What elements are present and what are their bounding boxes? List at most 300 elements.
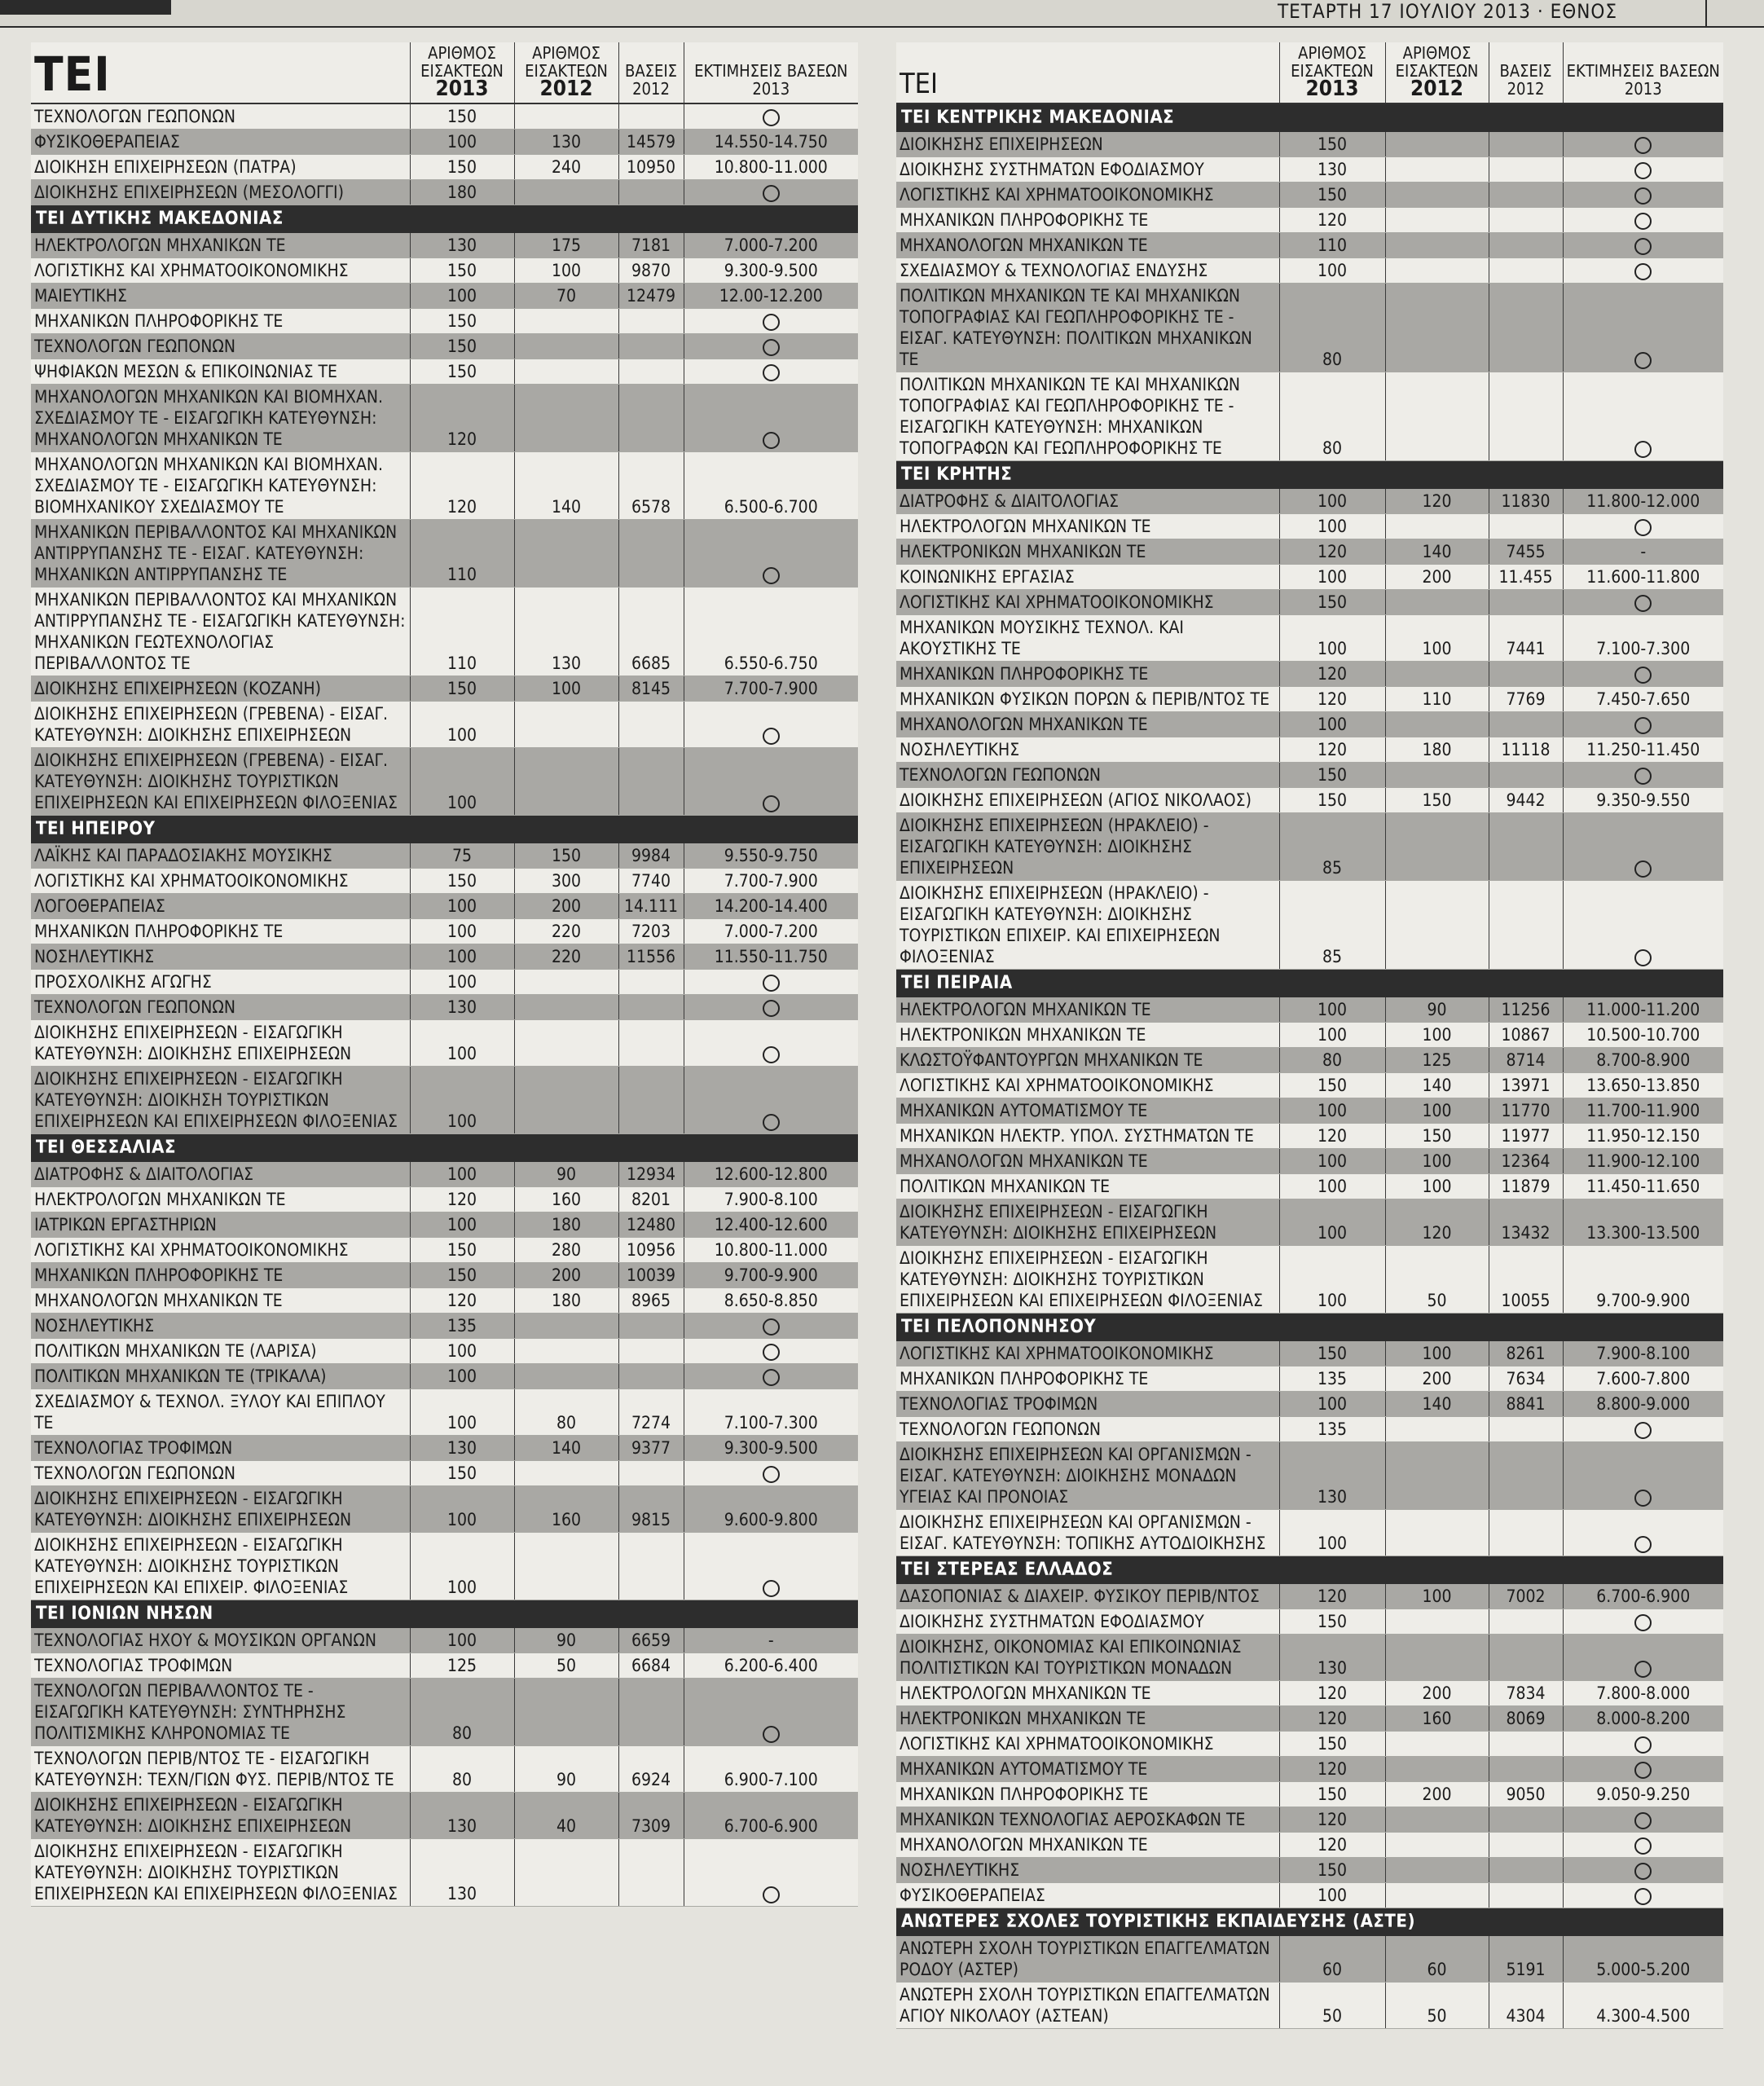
estimate-2013 — [684, 1364, 858, 1389]
entrants-2013: 100 — [410, 1364, 514, 1389]
program-name: ΔΙΟΙΚΗΣΗΣ ΕΠΙΧΕΙΡΗΣΕΩΝ - ΕΙΣΑΓΩΓΙΚΗ ΚΑΤΕΥΘΥΝΣΗ: ΔΙΟΙΚΗΣΗΣ ΕΠΙΧΕΙΡΗΣΕΩΝ — [31, 1486, 410, 1533]
bases-2012: 7181 — [618, 233, 684, 258]
entrants-2012: 140 — [514, 452, 618, 520]
bases-2012 — [1489, 712, 1563, 737]
program-name: ΔΙΟΙΚΗΣΗΣ ΕΠΙΧΕΙΡΗΣΕΩΝ (ΚΟΖΑΝΗ) — [31, 676, 410, 702]
estimate-2013: 12.400-12.600 — [684, 1212, 858, 1238]
entrants-2013: 120 — [1279, 208, 1385, 233]
bases-2012 — [1489, 1609, 1563, 1635]
estimate-2013 — [684, 970, 858, 995]
entrants-2012: 200 — [1385, 1366, 1489, 1392]
estimate-2013: 6.700-6.900 — [1563, 1584, 1723, 1609]
estimate-2013 — [1563, 662, 1723, 687]
estimate-2013: 11.800-12.000 — [1563, 489, 1723, 514]
entrants-2012: 100 — [1385, 1098, 1489, 1124]
program-name: ΔΙΟΙΚΗΣΗΣ ΕΠΙΧΕΙΡΗΣΕΩΝ - ΕΙΣΑΓΩΓΙΚΗ ΚΑΤΕΥΘΥΝΣΗ: ΔΙΟΙΚΗΣΗ ΤΟΥΡΙΣΤΙΚΩΝ ΕΠΙΧΕΙΡΗΣΕΩΝ ΚΑΙ ΕΠΙΧΕΙΡΗΣΕΩΝ ΦΙΛΟΞΕΝΙΑΣ — [31, 1067, 410, 1134]
estimate-2013 — [1563, 132, 1723, 157]
bases-2012 — [1489, 1833, 1563, 1858]
table-row — [31, 1653, 858, 1679]
bases-2012: 6924 — [618, 1746, 684, 1793]
estimate-2013 — [1563, 813, 1723, 881]
col-header-bases-2012: ΒΑΣΕΙΣ 2012 — [1489, 42, 1563, 103]
bases-2012: 9442 — [1489, 788, 1563, 813]
entrants-2012 — [1385, 1883, 1489, 1908]
estimate-2013: 6.900-7.100 — [684, 1746, 858, 1793]
program-name: ΝΟΣΗΛΕΥΤΙΚΗΣ — [31, 944, 410, 970]
program-name: ΗΛΕΚΤΡΟΝΙΚΩΝ ΜΗΧΑΝΙΚΩΝ ΤΕ — [896, 1023, 1279, 1048]
entrants-2013: 120 — [410, 1187, 514, 1212]
program-name: ΜΗΧΑΝΟΛΟΓΩΝ ΜΗΧΑΝΙΚΩΝ ΤΕ — [896, 233, 1279, 258]
table-row — [31, 1364, 858, 1389]
entrants-2012 — [514, 1314, 618, 1339]
bases-2012: 7769 — [1489, 687, 1563, 712]
entrants-2012 — [1385, 233, 1489, 258]
entrants-2012 — [1385, 1510, 1489, 1556]
entrants-2012 — [1385, 1417, 1489, 1442]
entrants-2012 — [1385, 712, 1489, 737]
table-row — [896, 1366, 1723, 1392]
program-name: ΔΙΟΙΚΗΣΗΣ ΕΠΙΧΕΙΡΗΣΕΩΝ - ΕΙΣΑΓΩΓΙΚΗ ΚΑΤΕΥΘΥΝΣΗ: ΔΙΟΙΚΗΣΗΣ ΤΟΥΡΙΣΤΙΚΩΝ ΕΠΙΧΕΙΡΗΣΕΩΝ ΚΑΙ ΕΠΙΧΕΙΡ. ΦΙΛΟΞΕΝΙΑΣ — [31, 1533, 410, 1600]
circle-icon — [1634, 1536, 1652, 1553]
entrants-2013: 100 — [410, 1020, 514, 1067]
bases-2012: 7441 — [1489, 615, 1563, 662]
table-row — [31, 1162, 858, 1187]
entrants-2013: 130 — [410, 1436, 514, 1461]
bases-2012: 11770 — [1489, 1098, 1563, 1124]
entrants-2013: 120 — [1279, 1706, 1385, 1732]
table-row — [31, 130, 858, 155]
entrants-2013: 100 — [1279, 1098, 1385, 1124]
bases-2012 — [1489, 1635, 1563, 1681]
table-row — [31, 452, 858, 520]
entrants-2013: 125 — [410, 1653, 514, 1679]
entrants-2013: 50 — [1279, 1983, 1385, 2029]
entrants-2012 — [514, 995, 618, 1020]
program-name: ΦΥΣΙΚΟΘΕΡΑΠΕΙΑΣ — [31, 130, 410, 155]
bases-2012 — [618, 1314, 684, 1339]
bases-2012: 12364 — [1489, 1149, 1563, 1174]
entrants-2013: 135 — [1279, 1417, 1385, 1442]
table-row — [896, 813, 1723, 881]
program-name: ΤΕΧΝΟΛΟΓΙΑΣ ΤΡΟΦΙΜΩΝ — [31, 1436, 410, 1461]
circle-icon — [1634, 1812, 1652, 1829]
section-header-row — [896, 461, 1723, 490]
bases-2012: 9377 — [618, 1436, 684, 1461]
entrants-2012: 100 — [514, 258, 618, 284]
circle-icon — [1634, 137, 1652, 154]
estimate-2013: 4.300-4.500 — [1563, 1983, 1723, 2029]
estimate-2013: 7.900-8.100 — [1563, 1341, 1723, 1366]
program-name: ΠΡΟΣΧΟΛΙΚΗΣ ΑΓΩΓΗΣ — [31, 970, 410, 995]
bases-2012: 10867 — [1489, 1023, 1563, 1048]
bases-2012 — [1489, 233, 1563, 258]
program-name: ΔΙΟΙΚΗΣΗΣ ΕΠΙΧΕΙΡΗΣΕΩΝ ΚΑΙ ΟΡΓΑΝΙΣΜΩΝ - ΕΙΣΑΓ. ΚΑΤΕΥΘΥΝΣΗ: ΤΟΠΙΚΗΣ ΑΥΤΟΔΙΟΙΚΗΣΗΣ — [896, 1510, 1279, 1556]
estimate-2013: 9.700-9.900 — [684, 1263, 858, 1288]
program-name: ΤΕΧΝΟΛΟΓΩΝ ΓΕΩΠΟΝΩΝ — [31, 103, 410, 130]
program-name: ΤΕΧΝΟΛΟΓΩΝ ΓΕΩΠΟΝΩΝ — [31, 1461, 410, 1486]
bases-2012: 13432 — [1489, 1199, 1563, 1246]
estimate-2013 — [1563, 1833, 1723, 1858]
bases-2012: 9050 — [1489, 1782, 1563, 1807]
program-name: ΜΗΧΑΝΟΛΟΓΩΝ ΜΗΧΑΝΙΚΩΝ ΤΕ — [31, 1288, 410, 1314]
table-row — [31, 1288, 858, 1314]
estimate-2013: 11.900-12.100 — [1563, 1149, 1723, 1174]
table-row — [896, 1807, 1723, 1833]
entrants-2013: 135 — [1279, 1366, 1385, 1392]
bases-2012 — [618, 180, 684, 205]
entrants-2013: 130 — [1279, 1635, 1385, 1681]
table-body-left — [31, 103, 858, 1907]
estimate-2013 — [1563, 372, 1723, 461]
program-name: ΜΗΧΑΝΟΛΟΓΩΝ ΜΗΧΑΝΙΚΩΝ ΤΕ — [896, 712, 1279, 737]
entrants-2013: 100 — [410, 919, 514, 944]
bases-2012 — [618, 748, 684, 816]
entrants-2013: 120 — [410, 385, 514, 452]
estimate-2013 — [684, 103, 858, 130]
program-name: ΣΧΕΔΙΑΣΜΟΥ & ΤΕΧΝΟΛ. ΞΥΛΟΥ ΚΑΙ ΕΠΙΠΛΟΥ ΤΕ — [31, 1389, 410, 1436]
entrants-2012: 200 — [514, 1263, 618, 1288]
entrants-2012: 110 — [1385, 687, 1489, 712]
estimate-2013 — [684, 1679, 858, 1746]
entrants-2013: 150 — [1279, 590, 1385, 615]
circle-icon — [763, 1726, 780, 1743]
estimate-2013 — [1563, 514, 1723, 539]
section-title: ΑΝΩΤΕΡΕΣ ΣΧΟΛΕΣ ΤΟΥΡΙΣΤΙΚΗΣ ΕΚΠΑΙΔΕΥΣΗΣ (ΑΣΤΕ) — [896, 1908, 1723, 1937]
entrants-2013: 100 — [1279, 565, 1385, 590]
entrants-2013: 120 — [1279, 737, 1385, 763]
circle-icon — [1634, 1888, 1652, 1905]
estimate-2013: 9.550-9.750 — [684, 843, 858, 869]
program-name: ΑΝΩΤΕΡΗ ΣΧΟΛΗ ΤΟΥΡΙΣΤΙΚΩΝ ΕΠΑΓΓΕΛΜΑΤΩΝ ΑΓΙΟΥ ΝΙΚΟΛΑΟΥ (ΑΣΤΕΑΝ) — [896, 1983, 1279, 2029]
table-row — [896, 1124, 1723, 1149]
entrants-2012: 90 — [514, 1162, 618, 1187]
entrants-2013: 100 — [410, 284, 514, 309]
estimate-2013 — [684, 995, 858, 1020]
program-name: ΗΛΕΚΤΡΟΛΟΓΩΝ ΜΗΧΑΝΙΚΩΝ ΤΕ — [31, 233, 410, 258]
bases-2012: 11556 — [618, 944, 684, 970]
bases-2012: 12479 — [618, 284, 684, 309]
tei-table-left — [31, 42, 858, 1907]
entrants-2013: 150 — [410, 1263, 514, 1288]
bases-2012 — [1489, 514, 1563, 539]
entrants-2012: 175 — [514, 233, 618, 258]
entrants-2012: 90 — [1385, 997, 1489, 1023]
program-name: ΦΥΣΙΚΟΘΕΡΑΠΕΙΑΣ — [896, 1883, 1279, 1908]
bases-2012: 11.455 — [1489, 565, 1563, 590]
entrants-2013: 100 — [410, 1339, 514, 1364]
bases-2012: 8145 — [618, 676, 684, 702]
program-name: ΤΕΧΝΟΛΟΓΩΝ ΓΕΩΠΟΝΩΝ — [31, 995, 410, 1020]
bases-2012 — [1489, 208, 1563, 233]
table-row — [896, 1392, 1723, 1417]
table-row — [896, 1023, 1723, 1048]
entrants-2012: 150 — [1385, 788, 1489, 813]
program-name: ΜΗΧΑΝΙΚΩΝ ΠΕΡΙΒΑΛΛΟΝΤΟΣ ΚΑΙ ΜΗΧΑΝΙΚΩΝ ΑΝΤΙΡΡΥΠΑΝΣΗΣ ΤΕ - ΕΙΣΑΓΩΓΙΚΗ ΚΑΤΕΥΘΥΝΣΗ: ΜΗΧΑΝΙΚΩΝ ΓΕΩΤΕΧΝΟΛΟΓΙΑΣ ΠΕΡΙΒΑΛΛΟΝΤΟΣ ΤΕ — [31, 588, 410, 676]
col-header-entrants-2012: ΑΡΙΘΜΟΣ ΕΙΣΑΚΤΕΩΝ 2012 — [1385, 42, 1489, 103]
program-name: ΤΕΧΝΟΛΟΓΩΝ ΓΕΩΠΟΝΩΝ — [896, 1417, 1279, 1442]
program-name: ΝΟΣΗΛΕΥΤΙΚΗΣ — [896, 1858, 1279, 1883]
program-name: ΤΕΧΝΟΛΟΓΩΝ ΠΕΡΙΒΑΛΛΟΝΤΟΣ ΤΕ - ΕΙΣΑΓΩΓΙΚΗ ΚΑΤΕΥΘΥΝΣΗ: ΣΥΝΤΗΡΗΣΗΣ ΠΟΛΙΤΙΣΜΙΚΗΣ ΚΛΗΡΟΝΟΜΙΑΣ ΤΕ — [31, 1679, 410, 1746]
estimate-2013 — [684, 1339, 858, 1364]
section-header-row — [31, 1134, 858, 1163]
entrants-2013: 150 — [410, 359, 514, 385]
circle-icon — [1634, 717, 1652, 734]
bases-2012: 8714 — [1489, 1048, 1563, 1073]
bases-2012 — [1489, 1757, 1563, 1782]
estimate-2013: - — [1563, 539, 1723, 565]
entrants-2012 — [1385, 662, 1489, 687]
circle-icon — [763, 1046, 780, 1063]
bases-2012: 14.111 — [618, 894, 684, 919]
entrants-2012: 120 — [1385, 489, 1489, 514]
col-header-estimates-2013: ΕΚΤΙΜΗΣΕΙΣ ΒΑΣΕΩΝ 2013 — [684, 42, 858, 103]
circle-icon — [1634, 213, 1652, 230]
program-name: ΔΙΟΙΚΗΣΗΣ ΕΠΙΧΕΙΡΗΣΕΩΝ (ΓΡΕΒΕΝΑ) - ΕΙΣΑΓ. ΚΑΤΕΥΘΥΝΣΗ: ΔΙΟΙΚΗΣΗΣ ΤΟΥΡΙΣΤΙΚΩΝ ΕΠΙΧΕΙΡΗΣΕΩΝ ΚΑΙ ΕΠΙΧΕΙΡΗΣΕΩΝ ΦΙΛΟΞΕΝΙΑΣ — [31, 748, 410, 816]
entrants-2012 — [514, 748, 618, 816]
program-name: ΗΛΕΚΤΡΟΛΟΓΩΝ ΜΗΧΑΝΙΚΩΝ ΤΕ — [896, 997, 1279, 1023]
table-row — [31, 1461, 858, 1486]
bases-2012 — [618, 1839, 684, 1907]
circle-icon — [763, 728, 780, 745]
program-name: ΛΟΓΙΣΤΙΚΗΣ ΚΑΙ ΧΡΗΜΑΤΟΟΙΚΟΝΟΜΙΚΗΣ — [896, 1073, 1279, 1098]
bases-2012: 8201 — [618, 1187, 684, 1212]
table-row — [896, 233, 1723, 258]
entrants-2013: 180 — [410, 180, 514, 205]
entrants-2012 — [514, 385, 618, 452]
section-title: ΤΕΙ ΙΟΝΙΩΝ ΝΗΣΩΝ — [31, 1600, 858, 1629]
estimate-2013: 12.00-12.200 — [684, 284, 858, 309]
col-header-entrants-2012: ΑΡΙΘΜΟΣ ΕΙΣΑΚΤΕΩΝ 2012 — [514, 42, 618, 103]
table-row — [31, 1020, 858, 1067]
table-row — [31, 1067, 858, 1134]
estimate-2013 — [684, 702, 858, 748]
circle-icon — [1634, 1490, 1652, 1507]
entrants-2013: 100 — [1279, 1392, 1385, 1417]
bases-2012 — [618, 359, 684, 385]
entrants-2012 — [1385, 284, 1489, 372]
program-name: ΜΗΧΑΝΙΚΩΝ ΑΥΤΟΜΑΤΙΣΜΟΥ ΤΕ — [896, 1098, 1279, 1124]
estimate-2013 — [1563, 1732, 1723, 1757]
entrants-2012: 60 — [1385, 1936, 1489, 1983]
section-header-row — [31, 816, 858, 844]
circle-icon — [763, 432, 780, 449]
entrants-2013: 80 — [410, 1746, 514, 1793]
program-name: ΜΗΧΑΝΙΚΩΝ ΠΕΡΙΒΑΛΛΟΝΤΟΣ ΚΑΙ ΜΗΧΑΝΙΚΩΝ ΑΝΤΙΡΡΥΠΑΝΣΗΣ ΤΕ - ΕΙΣΑΓ. ΚΑΤΕΥΘΥΝΣΗ: ΜΗΧΑΝΙΚΩΝ ΑΝΤΙΡΡΥΠΑΝΣΗΣ ΤΕ — [31, 520, 410, 588]
entrants-2013: 100 — [1279, 489, 1385, 514]
estimate-2013: 9.350-9.550 — [1563, 788, 1723, 813]
table-row — [896, 662, 1723, 687]
program-name: ΜΑΙΕΥΤΙΚΗΣ — [31, 284, 410, 309]
table-row — [896, 1048, 1723, 1073]
estimate-2013 — [684, 748, 858, 816]
entrants-2012: 200 — [514, 894, 618, 919]
program-name: ΜΗΧΑΝΟΛΟΓΩΝ ΜΗΧΑΝΙΚΩΝ ΚΑΙ ΒΙΟΜΗΧΑΝ. ΣΧΕΔΙΑΣΜΟΥ ΤΕ - ΕΙΣΑΓΩΓΙΚΗ ΚΑΤΕΥΘΥΝΣΗ: ΜΗΧΑΝΟΛΟΓΩΝ ΜΗΧΑΝΙΚΩΝ ΤΕ — [31, 385, 410, 452]
table-row — [896, 489, 1723, 514]
entrants-2013: 120 — [1279, 1124, 1385, 1149]
circle-icon — [1634, 1422, 1652, 1439]
bases-2012 — [618, 1533, 684, 1600]
bases-2012 — [618, 995, 684, 1020]
entrants-2012 — [1385, 183, 1489, 208]
entrants-2012: 160 — [514, 1187, 618, 1212]
entrants-2013: 100 — [1279, 1883, 1385, 1908]
entrants-2012: 180 — [514, 1212, 618, 1238]
bases-2012 — [618, 970, 684, 995]
bases-2012: 7834 — [1489, 1681, 1563, 1706]
entrants-2013: 100 — [410, 702, 514, 748]
program-name: ΜΗΧΑΝΙΚΩΝ ΑΥΤΟΜΑΤΙΣΜΟΥ ΤΕ — [896, 1757, 1279, 1782]
bases-2012: 11118 — [1489, 737, 1563, 763]
estimate-2013 — [1563, 1858, 1723, 1883]
entrants-2012 — [1385, 763, 1489, 788]
estimate-2013: 7.700-7.900 — [684, 676, 858, 702]
entrants-2013: 100 — [1279, 1199, 1385, 1246]
entrants-2013: 80 — [410, 1679, 514, 1746]
table-row — [31, 385, 858, 452]
estimate-2013: 10.800-11.000 — [684, 1238, 858, 1263]
entrants-2012: 100 — [1385, 615, 1489, 662]
entrants-2013: 60 — [1279, 1936, 1385, 1983]
estimate-2013 — [684, 334, 858, 359]
bases-2012 — [618, 1020, 684, 1067]
circle-icon — [763, 1344, 780, 1361]
entrants-2012: 50 — [514, 1653, 618, 1679]
entrants-2013: 100 — [1279, 615, 1385, 662]
program-name: ΔΙΟΙΚΗΣΗΣ ΣΥΣΤΗΜΑΤΩΝ ΕΦΟΔΙΑΣΜΟΥ — [896, 1609, 1279, 1635]
estimate-2013: 11.700-11.900 — [1563, 1098, 1723, 1124]
entrants-2013: 85 — [1279, 813, 1385, 881]
bases-2012: 10055 — [1489, 1246, 1563, 1314]
table-row — [31, 676, 858, 702]
table-row — [31, 995, 858, 1020]
entrants-2012 — [1385, 1635, 1489, 1681]
bases-2012 — [1489, 183, 1563, 208]
table-row — [896, 208, 1723, 233]
estimate-2013 — [1563, 157, 1723, 183]
entrants-2013: 100 — [410, 1628, 514, 1653]
entrants-2012: 280 — [514, 1238, 618, 1263]
estimate-2013 — [1563, 1442, 1723, 1510]
circle-icon — [1634, 949, 1652, 966]
program-name: ΜΗΧΑΝΙΚΩΝ ΤΕΧΝΟΛΟΓΙΑΣ ΑΕΡΟΣΚΑΦΩΝ ΤΕ — [896, 1807, 1279, 1833]
estimate-2013: 9.700-9.900 — [1563, 1246, 1723, 1314]
program-name: ΑΝΩΤΕΡΗ ΣΧΟΛΗ ΤΟΥΡΙΣΤΙΚΩΝ ΕΠΑΓΓΕΛΜΑΤΩΝ ΡΟΔΟΥ (ΑΣΤΕΡ) — [896, 1936, 1279, 1983]
program-name: ΣΧΕΔΙΑΣΜΟΥ & ΤΕΧΝΟΛΟΓΙΑΣ ΕΝΔΥΣΗΣ — [896, 258, 1279, 284]
table-row — [31, 588, 858, 676]
entrants-2013: 110 — [410, 520, 514, 588]
entrants-2013: 130 — [410, 1839, 514, 1907]
estimate-2013: 6.550-6.750 — [684, 588, 858, 676]
entrants-2012: 140 — [1385, 1073, 1489, 1098]
bases-2012 — [618, 1679, 684, 1746]
table-row — [896, 157, 1723, 183]
bases-2012 — [618, 1339, 684, 1364]
program-name: ΗΛΕΚΤΡΟΝΙΚΩΝ ΜΗΧΑΝΙΚΩΝ ΤΕ — [896, 1706, 1279, 1732]
col-header-entrants-2013: ΑΡΙΘΜΟΣ ΕΙΣΑΚΤΕΩΝ 2013 — [1279, 42, 1385, 103]
estimate-2013: 7.100-7.300 — [1563, 615, 1723, 662]
bases-2012 — [1489, 1442, 1563, 1510]
bases-2012: 6684 — [618, 1653, 684, 1679]
estimate-2013 — [684, 309, 858, 334]
table-row — [31, 702, 858, 748]
bases-2012 — [618, 702, 684, 748]
bases-2012: 4304 — [1489, 1983, 1563, 2029]
table-row — [896, 1417, 1723, 1442]
table-row — [896, 737, 1723, 763]
entrants-2013: 150 — [410, 869, 514, 894]
table-row — [896, 687, 1723, 712]
section-title: ΤΕΙ ΠΕΙΡΑΙΑ — [896, 970, 1723, 998]
entrants-2013: 100 — [1279, 1023, 1385, 1048]
circle-icon — [763, 567, 780, 584]
entrants-2013: 120 — [1279, 662, 1385, 687]
program-name: ΠΟΛΙΤΙΚΩΝ ΜΗΧΑΝΙΚΩΝ ΤΕ (ΤΡΙΚΑΛΑ) — [31, 1364, 410, 1389]
entrants-2013: 100 — [410, 970, 514, 995]
entrants-2013: 150 — [410, 155, 514, 180]
table-row — [896, 539, 1723, 565]
estimate-2013 — [1563, 258, 1723, 284]
entrants-2012: 100 — [1385, 1149, 1489, 1174]
table-row — [896, 514, 1723, 539]
bases-2012: 7203 — [618, 919, 684, 944]
section-title: ΤΕΙ ΗΠΕΙΡΟΥ — [31, 816, 858, 844]
bases-2012: 8261 — [1489, 1341, 1563, 1366]
table-row — [31, 1212, 858, 1238]
estimate-2013 — [1563, 284, 1723, 372]
table-row — [896, 881, 1723, 970]
entrants-2013: 100 — [1279, 514, 1385, 539]
bases-2012: 7002 — [1489, 1584, 1563, 1609]
table-row — [896, 1584, 1723, 1609]
circle-icon — [763, 1114, 780, 1131]
table-row — [31, 748, 858, 816]
bases-2012 — [1489, 662, 1563, 687]
bases-2012: 7309 — [618, 1793, 684, 1839]
estimate-2013: 6.700-6.900 — [684, 1793, 858, 1839]
program-name: ΤΕΧΝΟΛΟΓΩΝ ΓΕΩΠΟΝΩΝ — [896, 763, 1279, 788]
entrants-2013: 150 — [410, 676, 514, 702]
entrants-2013: 135 — [410, 1314, 514, 1339]
estimate-2013 — [1563, 881, 1723, 970]
estimate-2013: 6.500-6.700 — [684, 452, 858, 520]
table-row — [896, 1833, 1723, 1858]
table-row — [896, 1936, 1723, 1983]
program-name: ΗΛΕΚΤΡΟΛΟΓΩΝ ΜΗΧΑΝΙΚΩΝ ΤΕ — [896, 514, 1279, 539]
table-row — [31, 284, 858, 309]
circle-icon — [763, 364, 780, 381]
entrants-2012 — [1385, 1833, 1489, 1858]
estimate-2013: 8.700-8.900 — [1563, 1048, 1723, 1073]
circle-icon — [1634, 519, 1652, 536]
bases-2012: 5191 — [1489, 1936, 1563, 1983]
entrants-2013: 120 — [1279, 687, 1385, 712]
estimate-2013: 11.950-12.150 — [1563, 1124, 1723, 1149]
table-row — [31, 1339, 858, 1364]
bases-2012 — [618, 1067, 684, 1134]
estimate-2013 — [1563, 233, 1723, 258]
estimate-2013 — [1563, 1510, 1723, 1556]
program-name: ΛΟΓΙΣΤΙΚΗΣ ΚΑΙ ΧΡΗΜΑΤΟΟΙΚΟΝΟΜΙΚΗΣ — [31, 258, 410, 284]
table-row — [896, 258, 1723, 284]
program-name: ΔΙΟΙΚΗΣΗΣ ΣΥΣΤΗΜΑΤΩΝ ΕΦΟΔΙΑΣΜΟΥ — [896, 157, 1279, 183]
entrants-2013: 120 — [410, 452, 514, 520]
estimate-2013: 14.550-14.750 — [684, 130, 858, 155]
table-row — [31, 103, 858, 130]
estimate-2013: 11.450-11.650 — [1563, 1174, 1723, 1199]
table-row — [896, 1510, 1723, 1556]
entrants-2012: 200 — [1385, 1681, 1489, 1706]
col-header-entrants-2013: ΑΡΙΘΜΟΣ ΕΙΣΑΚΤΕΩΝ 2013 — [410, 42, 514, 103]
